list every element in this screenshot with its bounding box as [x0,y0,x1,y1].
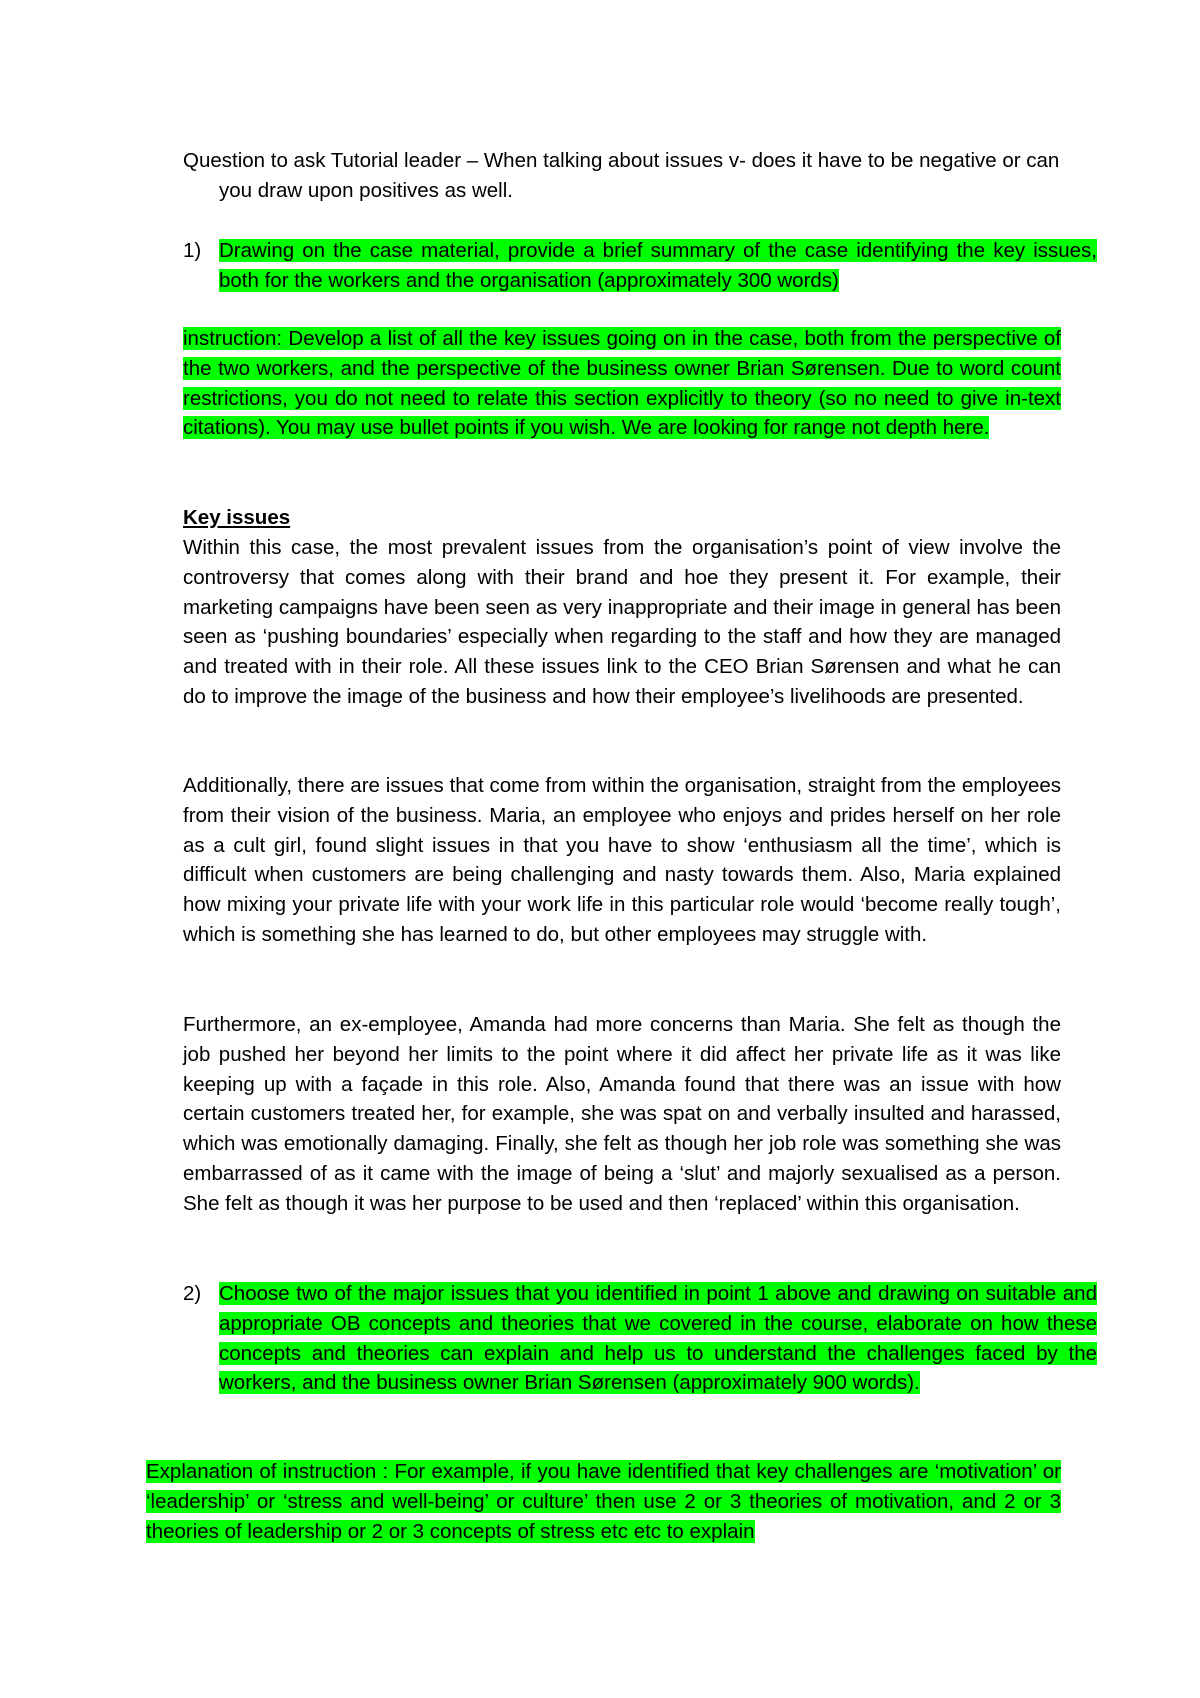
key-issues-heading: Key issues [183,506,291,529]
paragraph-amanda-issues: Furthermore, an ex-employee, Amanda had more concerns than Maria. She felt as though the job pushed her beyond her limits to the point where it did affect her private life as it was like keeping up with a façade in this role. Also, Amanda found that there was an issue with how certain customers treated her, for example, she was spat on and verbally insulted and harassed, which was emotionally damaging. Finally, she felt as though her job role was something she was embarrassed of as it came with the image of being a ‘slut’ and majorly sexualised as a person. She felt as though it was her purpose to be used and then ‘replaced’ within this organisation. [183,1013,1061,1215]
paragraph-maria-issues: Additionally, there are issues that come from within the organisation, straight from the employees from their vision of the business. Maria, an employee who enjoys and prides herself on her role as a cult girl, found slight issues in that you have to show ‘enthusiasm all the time’, which is difficult when customers are being challenging and nasty towards them. Also, Maria explained how mixing your private life with your work life in this particular role would ‘become really tough’, which is something she has learned to do, but other employees may struggle with. [183,774,1061,946]
question-2 [183,1279,1097,1398]
question-2-number: 2) [183,1282,202,1305]
instruction-1 [183,324,1061,443]
question-2-text: Choose two of the major issues that you identified in point 1 above and drawing on suitable and appropriate OB concepts and theories that we covered in the course, elaborate on how these concepts and theories can explain and help us to understand the challenges faced by the workers, and the business owner Brian Sørensen (approximately 900 words). [219,1282,1097,1395]
instruction-1-text: instruction: Develop a list of all the key issues going on in the case, both from the perspective of the two workers, and the perspective of the business owner Brian Sørensen. Due to word count restrictions, you do not need to relate this section explicitly to theory (so no need to give in-text citations). You may use bullet points if you wish. We are looking for range not depth here. [183,327,1061,440]
question-1-text: Drawing on the case material, provide a brief summary of the case identifying the key issues, both for the workers and the organisation (approximately 300 words) [219,239,1097,292]
tutorial-question: Question to ask Tutorial leader – When talking about issues v- does it have to be negative or can you draw upon positives as well. [183,149,1060,202]
instruction-2-text: Explanation of instruction : For example, if you have identified that key challenges are ‘motivation’ or ‘leadership’ or ‘stress and well-being’ or culture’ then use 2 or 3 theories of motivation, and 2 or 3 theories of leadership or 2 or 3 concepts of stress etc etc to explain [146,1460,1061,1543]
question-1 [183,236,1097,296]
question-1-number: 1) [183,239,202,262]
instruction-2 [146,1457,1061,1546]
paragraph-organisation-issues: Within this case, the most prevalent issues from the organisation’s point of view involve the controversy that comes along with their brand and hoe they present it. For example, their marketing campaigns have been seen as very inappropriate and their image in general has been seen as ‘pushing boundaries’ especially when regarding to the staff and how they are managed and treated with in their role. All these issues link to the CEO Brian Sørensen and what he can do to improve the image of the business and how their employee’s livelihoods are presented. [183,536,1061,708]
